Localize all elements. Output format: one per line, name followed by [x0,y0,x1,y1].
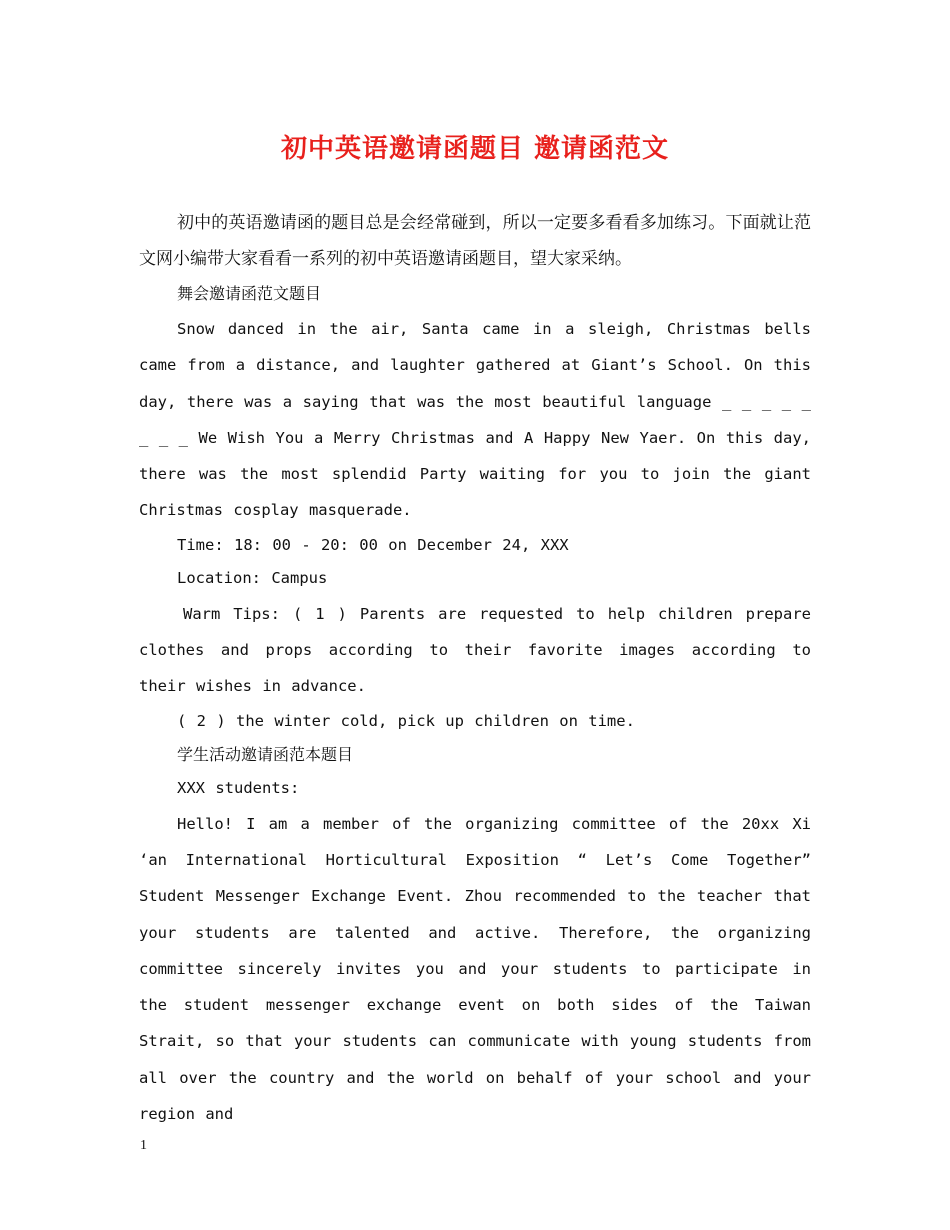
section-heading-student: 学生活动邀请函范本题目 [177,745,354,765]
intro-paragraph: 初中的英语邀请函的题目总是会经常碰到，所以一定要多看看多加练习。下面就让范文网小编带大家看看一系列的初中英语邀请函题目，望大家采纳。 [139,213,811,269]
document-body [139,205,811,1132]
event-time: Time: 18: 00 - 20: 00 on December 24, XXX [177,535,569,554]
warm-tips-2: ( 2 ) the winter cold, pick up children on time. [177,711,635,730]
event-location: Location: Campus [177,569,328,588]
salutation: XXX students: [177,779,300,798]
page-title: 初中英语邀请函题目 邀请函范文 [280,134,670,164]
warm-tips-1: Warm Tips: ( 1 ) Parents are requested to help children prepare clothes and props according to their favorite images according to their wishes in advance. [139,604,811,696]
dance-invitation-paragraph: Snow danced in the air, Santa came in a sleigh, Christmas bells came from a distance, and laughter gathered at Giant’s School. On this day, there was a saying that was the most beautiful language _ _ _ _ _ _ _ _ We Wish You a Merry Christmas and A Happy New Yaer. On this day, there was the most splendid Party waiting for you to join the giant Christmas cosplay masquerade. [139,320,811,520]
student-invitation-paragraph: Hello! I am a member of the organizing committee of the 20xx Xi ‘an International Horticultural Exposition “ Let’s Come Together” Student Messenger Exchange Event. Zhou recommended to the teacher that your students are talented and active. Therefore, the organizing committee sincerely invites you and your students to participate in the student messenger exchange event on both sides of the Taiwan Strait, so that your students can communicate with young students from all over the country and the world on behalf of your school and your region and [139,814,811,1124]
section-heading-dance: 舞会邀请函范文题目 [177,284,322,303]
page-number: 1 [140,1138,147,1153]
